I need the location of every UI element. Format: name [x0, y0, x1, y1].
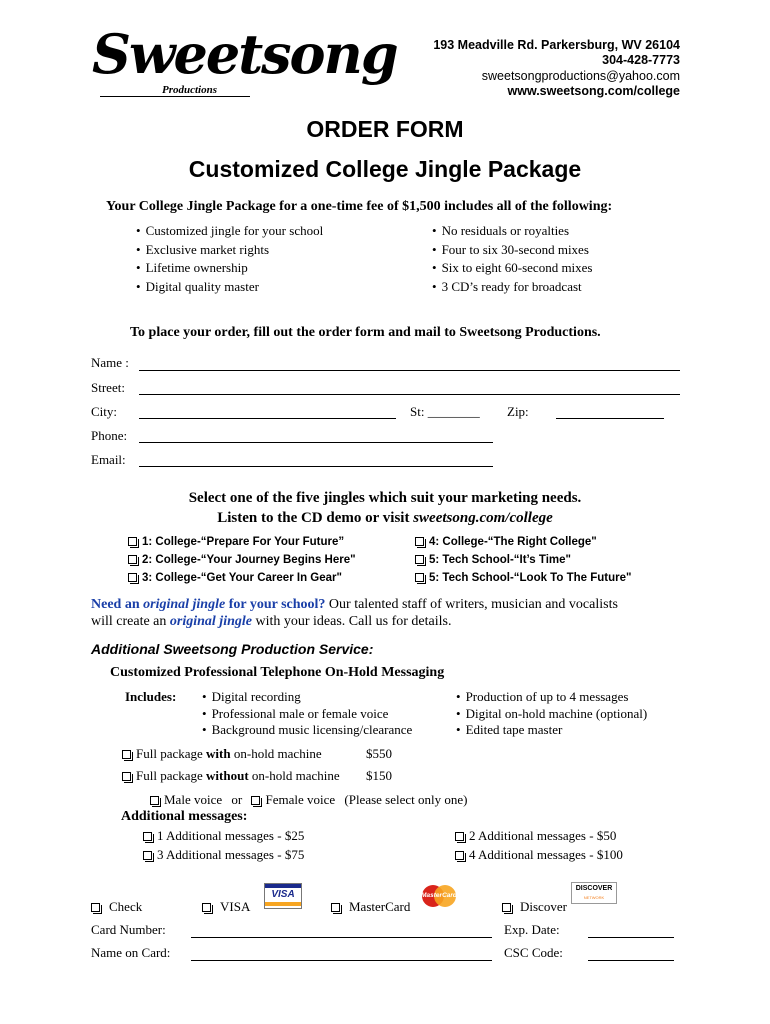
contact-address: 193 Meadville Rd. Parkersburg, WV 26104 [433, 38, 680, 52]
includes-right-list [432, 222, 593, 296]
mastercard-logo [420, 884, 458, 910]
jingle-label: 5: Tech School-“It’s Time" [429, 554, 571, 566]
checkbox[interactable] [143, 851, 152, 860]
original-text-b: will create an [91, 614, 170, 629]
package-label-bold: with [206, 746, 231, 761]
name-label: Name : [91, 355, 129, 370]
list-item: • Background music licensing/clearance [202, 722, 412, 739]
jingle-label: 5: Tech School-“Look To The Future" [429, 572, 632, 584]
payment-check-option[interactable] [91, 899, 142, 915]
logo [92, 22, 397, 102]
jingle-option[interactable] [128, 533, 356, 551]
jingle-label: 1: College-“Prepare For Your Future” [142, 536, 345, 548]
list-item: • 3 CD’s ready for broadcast [432, 278, 593, 297]
phone-field[interactable] [139, 442, 493, 443]
message-4-option[interactable] [455, 847, 623, 863]
jingle-label: 3: College-“Get Your Career In Gear" [142, 572, 342, 584]
payment-mastercard-option[interactable] [331, 899, 410, 915]
payment-label: Discover [520, 899, 567, 914]
jingle-label: 4: College-“The Right College" [429, 536, 597, 548]
city-label: City: [91, 404, 118, 419]
message-label: 3 Additional messages - $75 [157, 847, 305, 862]
package-with-price: $550 [366, 746, 392, 761]
email-label: Email: [91, 452, 126, 467]
package-without-price: $150 [366, 768, 392, 783]
male-voice-label: Male voice [164, 792, 223, 807]
includes-left-list [136, 222, 323, 296]
checkbox[interactable] [91, 903, 100, 912]
name-field[interactable] [139, 370, 680, 371]
original-jingle-line2 [91, 614, 451, 630]
state-field[interactable]: St: ________ [410, 404, 480, 419]
message-label: 1 Additional messages - $25 [157, 828, 305, 843]
checkbox[interactable] [415, 555, 424, 564]
visa-logo-text: VISA [271, 889, 295, 900]
package-label-rest: on-hold machine [230, 746, 322, 761]
email-field[interactable] [139, 466, 493, 467]
contact-phone: 304-428-7773 [602, 53, 680, 67]
package-label: Full package [136, 768, 207, 783]
jingle-option[interactable] [415, 569, 631, 587]
card-number-label: Card Number: [91, 922, 166, 937]
list-item: • Lifetime ownership [136, 259, 323, 278]
list-item: • Production of up to 4 messages [456, 689, 647, 706]
payment-discover-option[interactable] [502, 899, 567, 915]
checkbox[interactable] [122, 750, 131, 759]
package-label-rest: on-hold machine [248, 768, 340, 783]
payment-label: MasterCard [349, 899, 411, 914]
male-voice-option[interactable] [150, 792, 222, 807]
list-item: • Four to six 30-second mixes [432, 241, 593, 260]
onhold-right-list [456, 689, 647, 739]
package-intro: Your College Jingle Package for a one-time fee of $1,500 includes all of the following: [106, 199, 613, 214]
package-label-bold: without [206, 768, 249, 783]
card-number-field[interactable] [191, 937, 492, 938]
logo-subtitle: Productions [162, 84, 218, 96]
discover-logo-sub: NETWORK [583, 895, 605, 900]
name-on-card-label: Name on Card: [91, 945, 171, 960]
jingle-options-right [415, 533, 631, 587]
select-heading: Select one of the five jingles which suit your marketing needs. [188, 490, 582, 506]
original-text-a: Our talented staff of writers, musician and vocalists [325, 597, 618, 612]
original-text-d: with your ideas. Call us for details. [251, 614, 452, 629]
checkbox[interactable] [251, 796, 260, 805]
city-field[interactable] [139, 418, 396, 419]
page-subtitle: Customized College Jingle Package [188, 156, 582, 182]
original-q-a: Need an [91, 597, 144, 612]
page-title: ORDER FORM [306, 116, 464, 142]
voice-options [150, 792, 467, 808]
contact-email[interactable]: sweetsongproductions@yahoo.com [481, 69, 680, 83]
original-q-c: for your school? [225, 597, 326, 612]
checkbox[interactable] [202, 903, 211, 912]
checkbox[interactable] [331, 903, 340, 912]
exp-date-label: Exp. Date: [504, 922, 560, 937]
mastercard-logo-text: MasterCard [421, 892, 457, 899]
payment-label: Check [109, 899, 143, 914]
original-jingle-line1 [91, 597, 618, 613]
list-item: • Customized jingle for your school [136, 222, 323, 241]
logo-swash [100, 96, 250, 97]
checkbox[interactable] [455, 832, 464, 841]
street-label: Street: [91, 380, 125, 395]
list-item: • Professional male or female voice [202, 706, 412, 723]
message-1-option[interactable] [143, 828, 304, 844]
additional-messages-heading: Additional messages: [121, 809, 248, 824]
package-without-option[interactable] [122, 768, 340, 784]
onhold-heading: Customized Professional Telephone On-Hold Messaging [110, 665, 445, 680]
payment-visa-option[interactable] [202, 899, 250, 915]
list-item: • Edited tape master [456, 722, 647, 739]
voice-note: (Please select only one) [344, 792, 468, 807]
select-subheading-link[interactable]: sweetsong.com/college [413, 510, 553, 526]
message-2-option[interactable] [455, 828, 616, 844]
jingle-options-left [128, 533, 356, 587]
onhold-left-list [202, 689, 412, 739]
package-label: Full package [136, 746, 207, 761]
jingle-label: 2: College-“Your Journey Begins Here" [142, 554, 356, 566]
message-label: 2 Additional messages - $50 [469, 828, 617, 843]
checkbox[interactable] [143, 832, 152, 841]
message-label: 4 Additional messages - $100 [469, 847, 623, 862]
zip-field[interactable] [556, 418, 664, 419]
contact-website[interactable]: www.sweetsong.com/college [507, 84, 680, 98]
checkbox[interactable] [128, 573, 137, 582]
female-voice-option[interactable] [251, 792, 335, 807]
message-3-option[interactable] [143, 847, 304, 863]
payment-label: VISA [220, 899, 251, 914]
select-subheading [0, 510, 770, 527]
checkbox[interactable] [128, 555, 137, 564]
jingle-option[interactable] [128, 569, 356, 587]
list-item: • Digital on-hold machine (optional) [456, 706, 647, 723]
exp-date-field[interactable] [588, 937, 674, 938]
list-item: • Six to eight 60-second mixes [432, 259, 593, 278]
original-text-c: original jingle [169, 614, 252, 629]
checkbox[interactable] [455, 851, 464, 860]
checkbox[interactable] [128, 537, 137, 546]
jingle-option[interactable] [415, 551, 631, 569]
mail-instruction: To place your order, fill out the order form and mail to Sweetsong Productions. [130, 325, 601, 340]
phone-label: Phone: [91, 428, 128, 443]
package-with-option[interactable] [122, 746, 322, 762]
logo-wordmark: Sweetsong [92, 22, 397, 86]
visa-logo [264, 883, 302, 909]
list-item: • Digital recording [202, 689, 412, 706]
csc-code-label: CSC Code: [504, 945, 563, 960]
list-item: • Exclusive market rights [136, 241, 323, 260]
female-voice-label: Female voice [265, 792, 336, 807]
jingle-option[interactable] [415, 533, 631, 551]
discover-logo-text: DISCOVER [575, 885, 613, 892]
checkbox[interactable] [415, 537, 424, 546]
checkbox[interactable] [415, 573, 424, 582]
select-subheading-text: Listen to the CD demo or visit [217, 510, 414, 526]
additional-service-heading: Additional Sweetsong Production Service: [91, 641, 374, 657]
checkbox[interactable] [502, 903, 511, 912]
checkbox[interactable] [150, 796, 159, 805]
checkbox[interactable] [122, 772, 131, 781]
discover-logo [571, 882, 617, 904]
csc-code-field[interactable] [588, 960, 674, 961]
zip-label: Zip: [507, 404, 529, 419]
voice-or: or [231, 792, 243, 807]
list-item: • No residuals or royalties [432, 222, 593, 241]
original-q-b: original jingle [143, 597, 226, 612]
jingle-option[interactable] [128, 551, 356, 569]
onhold-includes-label: Includes: [125, 689, 177, 704]
street-field[interactable] [139, 394, 680, 395]
name-on-card-field[interactable] [191, 960, 492, 961]
list-item: • Digital quality master [136, 278, 323, 297]
